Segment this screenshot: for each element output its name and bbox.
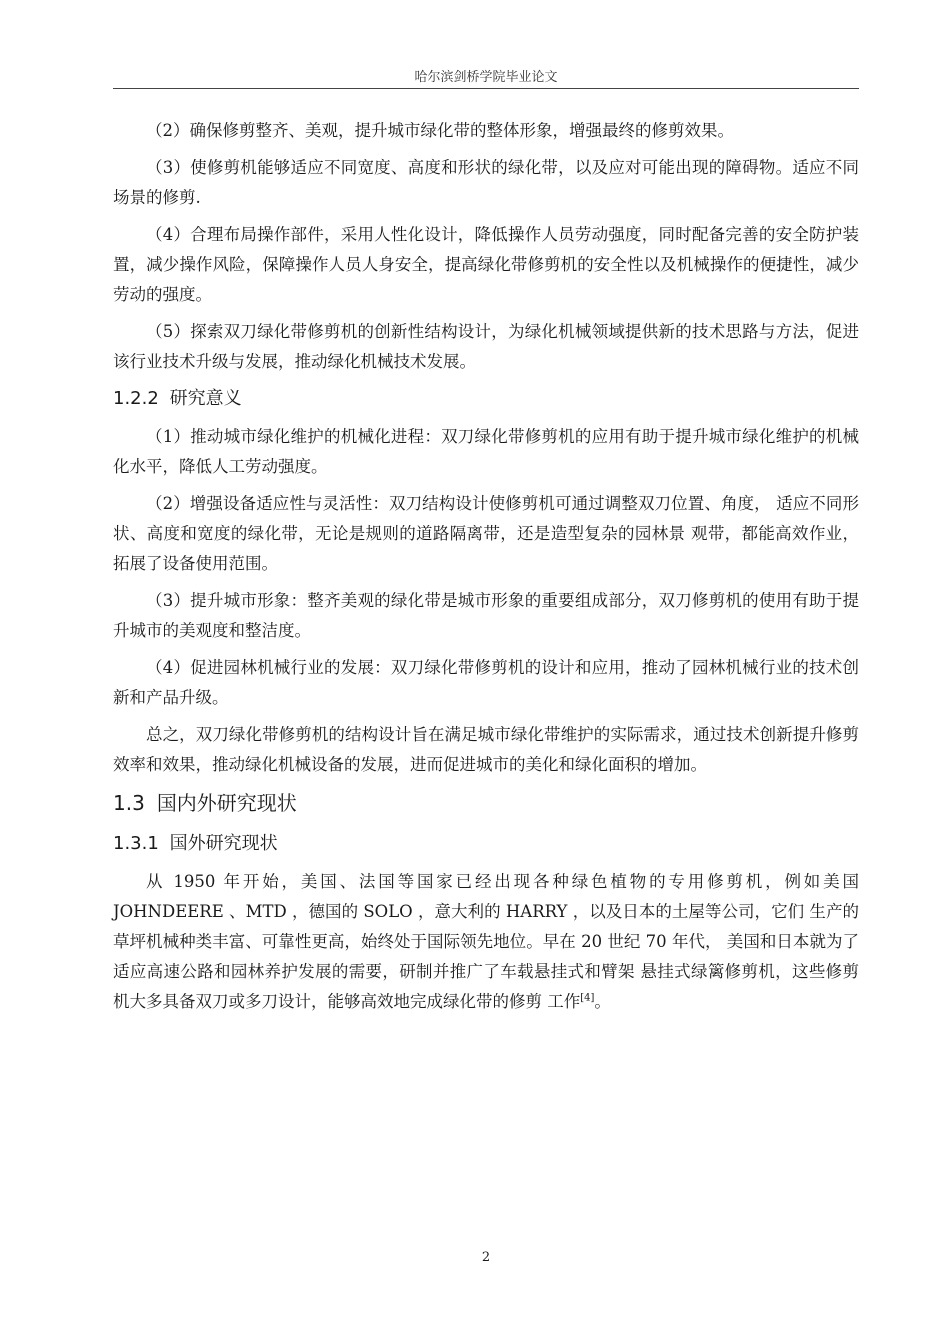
section-title: 研究意义 (169, 388, 242, 409)
paragraph: （3）使修剪机能够适应不同宽度、高度和形状的绿化带，以及应对可能出现的障碍物。适应不同场景的修剪. (113, 158, 859, 207)
paragraph (113, 867, 859, 1017)
section-number: 1.2.2 (113, 388, 159, 409)
section-title: 国外研究现状 (169, 833, 278, 854)
section-heading-1-3 (113, 787, 859, 819)
paragraph-text: 从 1950 年开始，美国、法国等国家已经出现各种绿色植物的专用修剪机，例如美国 JOHNDEERE 、MTD ，德国的 SOLO ，意大利的 HARRY ，以及日本的土屋等公司，它们 生产的草坪机械种类丰富、可靠性更高，始终处于国际领先地位。早在 20 世纪 70 年代， 美国和日本就为了适应高速公路和园林养护发展的需要，研制并推广了车载悬挂式和臂架 悬挂式绿篱修剪机，这些修剪机大多具备双刀或多刀设计，能够高效地完成绿化带的修剪 工作 (113, 872, 859, 1011)
paragraph-end: 。 (594, 992, 611, 1011)
paragraph: 总之，双刀绿化带修剪机的结构设计旨在满足城市绿化带维护的实际需求，通过技术创新提升修剪效率和效果，推动绿化机械设备的发展，进而促进城市的美化和绿化面积的增加。 (113, 725, 859, 774)
header-divider (113, 88, 859, 89)
section-heading-1-2-2 (113, 384, 859, 414)
section-title: 国内外研究现状 (156, 791, 297, 815)
page-number: 2 (481, 1250, 491, 1265)
paragraph: （4）合理布局操作部件，采用人性化设计，降低操作人员劳动强度，同时配备完善的安全防护装置，减少操作风险，保障操作人员人身安全，提高绿化带修剪机的安全性以及机械操作的便捷性，减少劳动的强度。 (113, 225, 859, 304)
paragraph: （2）确保修剪整齐、美观，提升城市绿化带的整体形象，增强最终的修剪效果。 (146, 121, 734, 140)
paragraph: （4）促进园林机械行业的发展：双刀绿化带修剪机的设计和应用，推动了园林机械行业的技术创新和产品升级。 (113, 658, 859, 707)
paragraph: （3）提升城市形象：整齐美观的绿化带是城市形象的重要组成部分，双刀修剪机的使用有助于提升城市的美观度和整洁度。 (113, 591, 859, 640)
section-number: 1.3.1 (113, 833, 159, 854)
paragraph: （5）探索双刀绿化带修剪机的创新性结构设计，为绿化机械领域提供新的技术思路与方法，促进该行业技术升级与发展，推动绿化机械技术发展。 (113, 322, 859, 371)
section-number: 1.3 (113, 791, 145, 815)
paragraph: （1）推动城市绿化维护的机械化进程：双刀绿化带修剪机的应用有助于提升城市绿化维护的机械化水平，降低人工劳动强度。 (113, 427, 859, 476)
page-body (113, 116, 859, 1017)
section-heading-1-3-1 (113, 829, 859, 859)
citation-reference[interactable]: [4] (580, 992, 595, 1004)
paragraph: （2）增强设备适应性与灵活性：双刀结构设计使修剪机可通过调整双刀位置、角度， 适应不同形状、高度和宽度的绿化带，无论是规则的道路隔离带，还是造型复杂的园林景 观带，都能高效作业，拓展了设备使用范围。 (113, 494, 859, 573)
page-header: 哈尔滨剑桥学院毕业论文 (414, 70, 558, 85)
